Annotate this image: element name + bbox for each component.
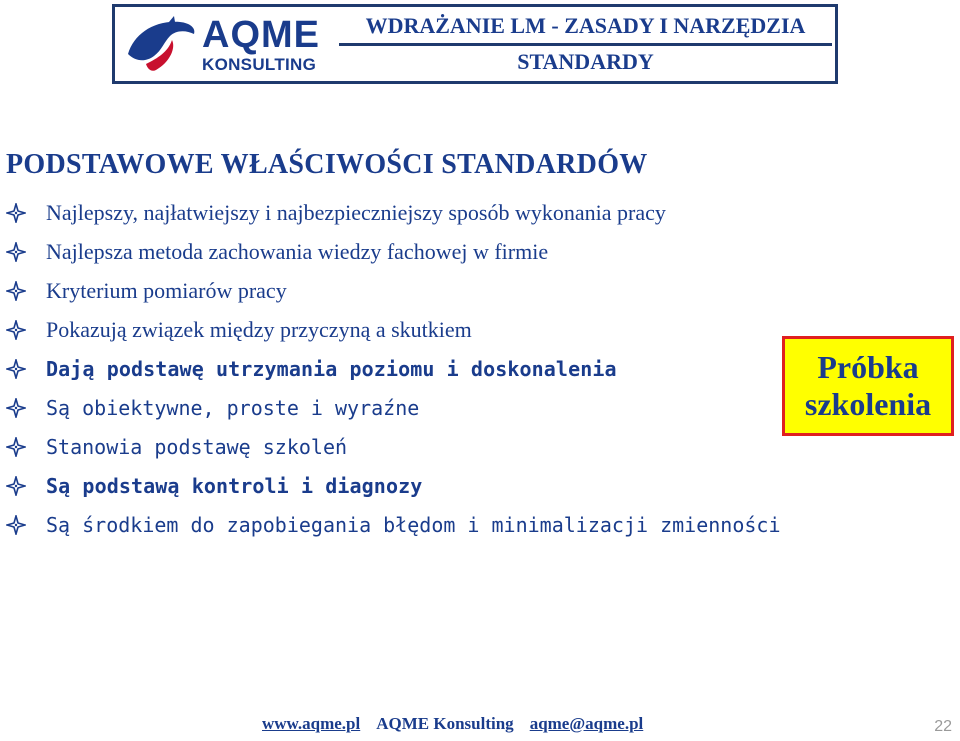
list-item: [0, 388, 781, 427]
list-item: [0, 427, 781, 466]
bullet-text: Kryterium pomiarów pracy: [46, 277, 287, 303]
list-item: [0, 310, 781, 349]
bullet-list: [0, 193, 781, 544]
bullet-text: Dają podstawę utrzymania poziomu i doskonalenia: [46, 356, 617, 381]
diamond-bullet-icon: [6, 437, 26, 457]
bullet-text: Najlepszy, najłatwiejszy i najbezpieczniejszy sposób wykonania pracy: [46, 199, 666, 225]
section-title: PODSTAWOWE WŁAŚCIWOŚCI STANDARDÓW: [6, 149, 648, 180]
diamond-bullet-icon: [6, 320, 26, 340]
email-link[interactable]: aqme@aqme.pl: [529, 714, 644, 733]
bullet-text: Są podstawą kontroli i diagnozy: [46, 473, 423, 498]
title-box: [339, 10, 832, 78]
list-item: [0, 505, 781, 544]
list-item: [0, 271, 781, 310]
logo-subtitle: KONSULTING: [202, 55, 317, 74]
callout-line-1: Próbka: [817, 349, 919, 386]
footer: [262, 714, 643, 734]
diamond-bullet-icon: [6, 398, 26, 418]
diamond-bullet-icon: [6, 359, 26, 379]
bullet-text: Są obiektywne, proste i wyraźne: [46, 395, 420, 420]
diamond-bullet-icon: [6, 281, 26, 301]
callout-line-2: szkolenia: [804, 386, 932, 422]
dolphin-logo-icon: [124, 14, 198, 76]
list-item: [0, 232, 781, 271]
diamond-bullet-icon: [6, 515, 26, 535]
presentation-title: WDRAŻANIE LM - ZASADY I NARZĘDZIA: [339, 10, 832, 43]
diamond-bullet-icon: [6, 203, 26, 223]
header-frame: [112, 4, 838, 84]
list-item: [0, 349, 781, 388]
list-item: [0, 466, 781, 505]
diamond-bullet-icon: [6, 476, 26, 496]
sample-training-callout: [782, 336, 954, 436]
bullet-text: Są środkiem do zapobiegania błędom i minimalizacji zmienności: [46, 512, 781, 537]
bullet-text: Pokazują związek między przyczyną a skutkiem: [46, 316, 472, 342]
slide-topic: STANDARDY: [339, 46, 832, 79]
bullet-text: Stanowia podstawę szkoleń: [46, 434, 348, 459]
page-number: 22: [934, 718, 952, 735]
company-logo: [118, 10, 336, 78]
logo-brand: AQME: [202, 14, 320, 56]
company-name: AQME Konsulting: [376, 714, 514, 733]
bullet-text: Najlepsza metoda zachowania wiedzy fachowej w firmie: [46, 238, 549, 264]
list-item: [0, 193, 781, 232]
diamond-bullet-icon: [6, 242, 26, 262]
website-link[interactable]: www.aqme.pl: [262, 714, 361, 733]
